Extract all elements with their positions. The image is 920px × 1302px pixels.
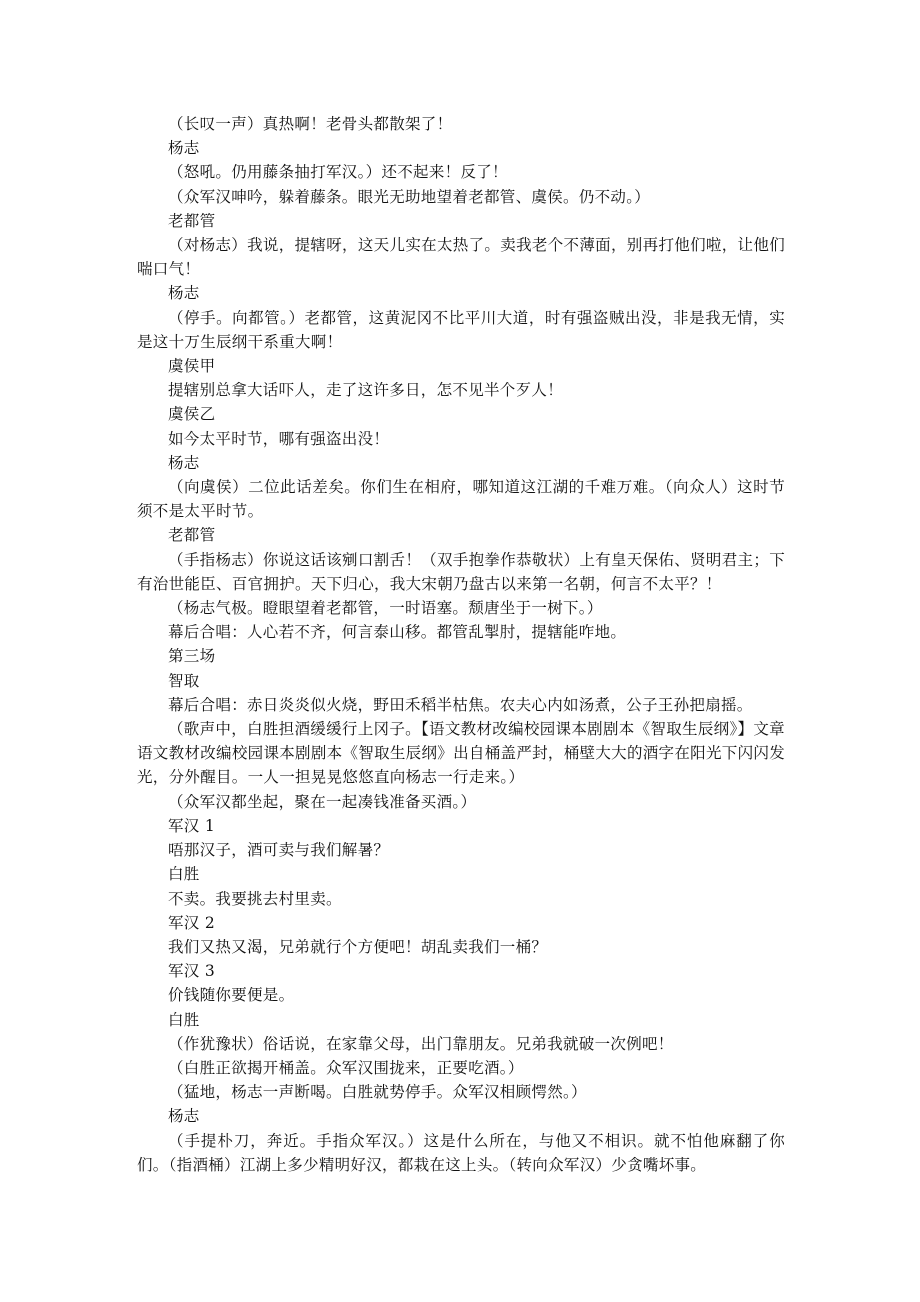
- stage-direction: （杨志气极。瞪眼望着老都管，一时语塞。颓唐坐于一树下。）: [168, 599, 603, 618]
- dialogue-line: （手指杨志）你说这话该剜口割舌！（双手抱拳作恭敬状）上有皇天保佑、贤明君主；下有治世能臣、百官拥护。天下归心，我大宋朝乃盘古以来第一名朝，何言不太平？！: [137, 550, 785, 593]
- speaker-name: 老都管: [168, 526, 216, 545]
- speaker-name: 虞侯甲: [168, 357, 216, 376]
- stage-direction: （猛地，杨志一声断喝。白胜就势停手。众军汉相顾愕然。）: [168, 1083, 587, 1102]
- dialogue-line: （对杨志）我说，提辖呀，这天儿实在太热了。卖我老个不薄面，别再打他们啦，让他们喘口气！: [137, 236, 785, 279]
- speaker-name: 老都管: [168, 211, 216, 230]
- stage-direction: （白胜正欲揭开桶盖。众军汉围拢来，正要吃酒。）: [168, 1058, 524, 1077]
- chorus-line: 幕后合唱：赤日炎炎似火烧，野田禾稻半枯焦。农夫心内如汤煮，公子王孙把扇摇。: [168, 695, 753, 714]
- speaker-name: 杨志: [168, 139, 200, 158]
- scene-title: 智取: [168, 671, 200, 690]
- speaker-name: 杨志: [168, 453, 200, 472]
- dialogue-line: 我们又热又渴，兄弟就行个方便吧！胡乱卖我们一桶？: [168, 937, 548, 956]
- dialogue-line: （作犹豫状）俗话说，在家靠父母，出门靠朋友。兄弟我就破一次例吧！: [168, 1034, 674, 1053]
- dialogue-line: 唔那汉子，酒可卖与我们解暑？: [168, 841, 390, 860]
- dialogue-line: 不卖。我要挑去村里卖。: [168, 889, 342, 908]
- dialogue-line: （向虞侯）二位此话差矣。你们生在相府，哪知道这江湖的千难万难。（向众人）这时节须不是太平时节。: [137, 478, 785, 521]
- speaker-name: 白胜: [168, 865, 200, 884]
- dialogue-line: （手提朴刀，奔近。手指众军汉。）这是什么所在，与他又不相识。就不怕他麻翻了你们。（指酒桶）江湖上多少精明好汉，都栽在这上头。（转向众军汉）少贪嘴坏事。: [137, 1131, 785, 1174]
- stage-direction: （长叹一声）真热啊！老骨头都散架了！: [168, 115, 453, 133]
- dialogue-line: （怒吼。仍用藤条抽打军汉。）还不起来！反了！: [168, 163, 508, 182]
- dialogue-line: 提辖别总拿大话吓人，走了这许多日，怎不见半个歹人！: [168, 381, 564, 400]
- speaker-name: 军汉 3: [168, 962, 215, 981]
- speaker-name: 军汉 1: [168, 816, 215, 835]
- stage-direction: （众军汉呻吟，躲着藤条。眼光无助地望着老都管、虞侯。仍不动。）: [168, 187, 651, 206]
- stage-direction: （众军汉都坐起，聚在一起凑钱准备买酒。）: [168, 792, 477, 811]
- scene-heading: 第三场: [168, 647, 216, 666]
- speaker-name: 白胜: [168, 1010, 200, 1029]
- stage-direction: （歌声中，白胜担酒缓缓行上冈子。【语文教材改编校园课本剧剧本《智取生辰纲》】文章语文教材改编校园课本剧剧本《智取生辰纲》出自桶盖严封，桶壁大大的酒字在阳光下闪闪发光，分外醒目。一人一担晃晃悠悠直向杨志一行走来。）: [137, 720, 785, 787]
- dialogue-line: 价钱随你要便是。: [168, 986, 295, 1005]
- speaker-name: 杨志: [168, 1107, 200, 1126]
- speaker-name: 军汉 2: [168, 913, 215, 932]
- speaker-name: 杨志: [168, 284, 200, 303]
- speaker-name: 虞侯乙: [168, 405, 216, 424]
- chorus-line: 幕后合唱：人心若不齐，何言泰山移。都管乱掣肘，提辖能咋地。: [168, 623, 627, 642]
- script-text: [137, 112, 785, 1177]
- dialogue-line: 如今太平时节，哪有强盗出没！: [168, 429, 390, 448]
- dialogue-line: （停手。向都管。）老都管，这黄泥冈不比平川大道，时有强盗贼出没，非是我无情，实是这十万生辰纲干系重大啊！: [137, 308, 785, 351]
